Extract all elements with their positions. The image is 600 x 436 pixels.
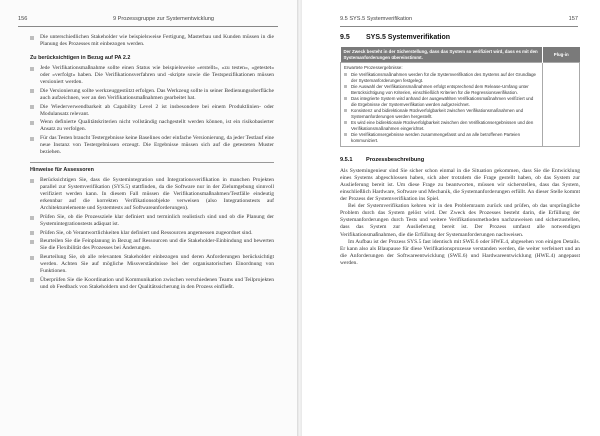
bullet-square-icon	[344, 85, 347, 88]
assessor-heading: Hinweise für Assessoren	[30, 162, 274, 174]
right-running-head	[340, 16, 578, 27]
bullet-square-icon	[30, 256, 34, 260]
list-item	[30, 104, 274, 118]
bullet-square-icon	[344, 97, 347, 100]
list-item	[344, 72, 539, 83]
bullet-square-icon	[30, 36, 34, 40]
table-header-plugin: Plug-in	[543, 47, 580, 63]
bullet-square-icon	[344, 73, 347, 76]
list-item-text: Überprüfen Sie die Koordination und Kommunikation zwischen verschiedenen Teams und Teilprojekten und ob Feedback von Stakeholdern und der Qualitätssicherung in den Prozess einfließt.	[40, 276, 274, 290]
right-running-title: 9.5 SYS.5 Systemverifikation	[340, 16, 413, 22]
list-item	[344, 84, 539, 95]
table-header-purpose: Der Zweck besteht in der Sicherstellung, dass das System so verifiziert wird, dass es mit den Systemanforderungen übereinstimmt.	[341, 47, 543, 63]
list-item-text: Für das Testen braucht Testergebnisse keine Baselines oder einfache Versionierung, da jeder Testlauf eine neue Instanz von Testergebnissen erzeugt. Die Ergebnisse müssen sich auf die getesteten Muster beziehen.	[40, 134, 274, 156]
list-item	[30, 277, 274, 291]
bullet-square-icon	[30, 137, 34, 141]
intro-bullet	[30, 34, 274, 48]
list-item-text: Die Auswahl der Verifikationsmaßnahmen erfolgt entsprechend dem Release-Umfang unter Berücksichtigung von Kriterien, einschließlich Kriterien für die Regressionsverifikation.	[351, 84, 529, 95]
right-page	[302, 0, 600, 436]
list-item-text: Beurteilung Sie, ob alle relevanten Stakeholder einbezogen und deren Anforderungen berücksichtigt werden. Achten Sie auf mögliche Missverständnisse bei der organisatorischen Einordnung von Funktionen.	[40, 253, 274, 275]
list-item-text: Das integrierte System wird anhand der ausgewählten Verifikationsmaßnahmen verifiziert und die Ergebnisse der Systemverifikation werden aufgezeichnet.	[351, 96, 534, 107]
bullet-square-icon	[30, 105, 34, 109]
bullet-square-icon	[30, 278, 34, 282]
list-item	[30, 135, 274, 156]
subsection-heading	[340, 157, 580, 164]
list-item-text: Prüfen Sie, ob die Prozessziele klar definiert und terminlich realistisch sind und ob die Planung der Systemintegrationstests adäquat ist.	[40, 213, 274, 227]
list-item	[30, 214, 274, 228]
list-item-text: Die Verifikationsergebnisse werden zusammengefasst und an alle betroffenen Parteien kommuniziert.	[351, 132, 521, 143]
list-item	[344, 108, 539, 119]
section-heading	[340, 34, 580, 41]
body-paragraph: Im Aufbau ist der Prozess SYS.5 fast identisch mit SWE.6 oder HWE.4, abgesehen von einigen Details. Er kann also als Blaupause für diese Verifikationsprozesse verstanden werden, die weiter verfeinert und an die Anforderungen der Softwareentwicklung (SWE.6) und Hardwareentwicklung (HWE.4) angepasst werden.	[340, 238, 580, 266]
section-number: 9.5	[340, 34, 350, 41]
list-item	[30, 177, 274, 212]
list-item-text: Die Wiederverwendbarkeit ab Capability Level 2 ist insbesondere bei einem Produktlinien- oder Modulansatz relevant.	[40, 103, 274, 117]
bullet-square-icon	[30, 179, 34, 183]
left-content	[30, 34, 274, 292]
right-page-number: 157	[568, 16, 578, 22]
list-item	[344, 96, 539, 107]
list-item	[344, 120, 539, 131]
bullet-square-icon	[30, 67, 34, 71]
list-item-text: Konsistenz und bidirektionale Rückverfolgbarkeit zwischen Verifikationsmaßnahmen und Systemanforderungen werden hergestellt.	[351, 108, 524, 119]
bullet-square-icon	[30, 231, 34, 235]
table-row	[341, 63, 580, 147]
list-item	[30, 119, 274, 133]
body-paragraph: Bei der Systemverifikation kehren wir in den Problemraum zurück und prüfen, ob das ursprüngliche Problem durch das System gelöst wird. Der Zweck des Prozesses besteht darin, die Erfüllung der Systemanforderungen durch Tests und weitere Verifikationsmethoden nachzuweisen und sicherzustellen, dass das System zur Auslieferung bereit ist. Der Prozess umfasst alle notwendigen Verifikationsmaßnahmen, die die Erfüllung der Systemanforderungen nachweisen.	[340, 203, 580, 238]
list-item	[30, 254, 274, 275]
pa-heading: Zu berücksichtigen in Bezug auf PA 2.2	[30, 55, 131, 62]
table-outcomes-cell	[341, 63, 543, 147]
list-item-text: Beurteilen Sie die Feinplanung in Bezug auf Ressourcen und die Stakeholder-Einbindung und bewerten Sie die Flexibilität des Prozesses bei Änderungen.	[40, 238, 274, 252]
list-item-text: Wenn definierte Qualitätskriterien nicht vollständig nachgestellt werden können, ist ein risikobasierter Ansatz zu verfolgen.	[40, 119, 274, 133]
left-running-title: 9 Prozessgruppe zur Systementwicklung	[113, 16, 215, 22]
list-item-text: Es wird eine bidirektionale Rückverfolgbarkeit zwischen den Verifikationsergebnissen und den Verifikationsmaßnahmen eingerichtet.	[351, 120, 534, 131]
list-item-text: Prüfen Sie, ob Verantwortlichkeiten klar definiert und Ressourcen angemessen zugeordnet sind.	[40, 229, 253, 236]
list-item-text: Berücksichtigen Sie, dass die Systemintegration und Integrationsverifikation in manchen Projekten parallel zur Systemverifikation (SYS.5) stattfinden, da die Software nur in der Zielumgebung sinnvoll verifiziert werden kann. In diesem Fall müssen die Verifikationsmaßnahmen/Testfälle eindeutig erkennbar auf die korrekten Verifikationsobjekte verweisen (also Integrationstests auf Architekturelemente und Systemtests auf Softwareanforderungen).	[40, 177, 274, 212]
section-title: SYS.5 Systemverifikation	[366, 34, 451, 41]
purpose-table	[340, 47, 580, 147]
bullet-square-icon	[344, 109, 347, 112]
left-page-number: 156	[18, 16, 28, 22]
right-content	[340, 34, 580, 267]
list-item	[30, 65, 274, 86]
intro-bullet-text: Die unterschiedlichen Stakeholder wie beispielsweise Fertigung, Masterbau und Kunden müssen in die Planung des Prozesses mit einbezogen werden.	[40, 34, 274, 48]
bullet-square-icon	[30, 240, 34, 244]
list-item	[344, 132, 539, 143]
list-item-text: Jede Verifikationsmaßnahme sollte einen Status wie beispielsweise »erstellt«, »zu testen«, »getestet« oder »verfolgt« haben. Die Verifikationsverfahren und -skripte sowie die Testspezifikationen müssen versioniert werden.	[40, 65, 274, 86]
bullet-square-icon	[344, 133, 347, 136]
table-plugin-cell	[543, 63, 580, 147]
list-item-text: Die Verifikationsmaßnahmen werden für die Systemverifikation des Systems auf der Grundlage der Systemanforderungen festgelegt.	[351, 72, 536, 83]
list-item	[30, 230, 274, 237]
left-running-head	[18, 16, 278, 27]
list-item	[30, 88, 274, 102]
outcomes-intro: Erwartete Prozessergebnisse:	[344, 65, 403, 71]
subsection-title: Prozessbeschreibung	[366, 157, 425, 164]
bullet-square-icon	[344, 121, 347, 124]
subsection-number: 9.5.1	[340, 157, 353, 164]
left-page	[0, 0, 298, 436]
table-header-row	[341, 47, 580, 63]
list-item-text: Die Versionierung sollte werkzeuggestützt erfolgen. Das Werkzeug sollte in seiner Bedienungsoberfläche auch aufzeichnen, wer an den Verifikationsmaßnahmen gearbeitet hat.	[40, 87, 274, 101]
bullet-square-icon	[30, 89, 34, 93]
bullet-square-icon	[30, 121, 34, 125]
bullet-square-icon	[30, 216, 34, 220]
list-item	[30, 238, 274, 252]
body-paragraph: Als Systemingenieur sind Sie sicher schon einmal in die Situation gekommen, dass Sie die Entwicklung eines Systems abgeschlossen haben, sich aber trotzdem die Frage gestellt haben, ob das System zur Auslieferung bereit ist. Um diese Frage zu beantworten, müssen wir sicherstellen, dass das System, einschließlich Hardware, Software und Mechanik, die Systemanforderungen erfüllt. An dieser Stelle kommt der Prozess der Systemverifikation ins Spiel.	[340, 168, 580, 203]
